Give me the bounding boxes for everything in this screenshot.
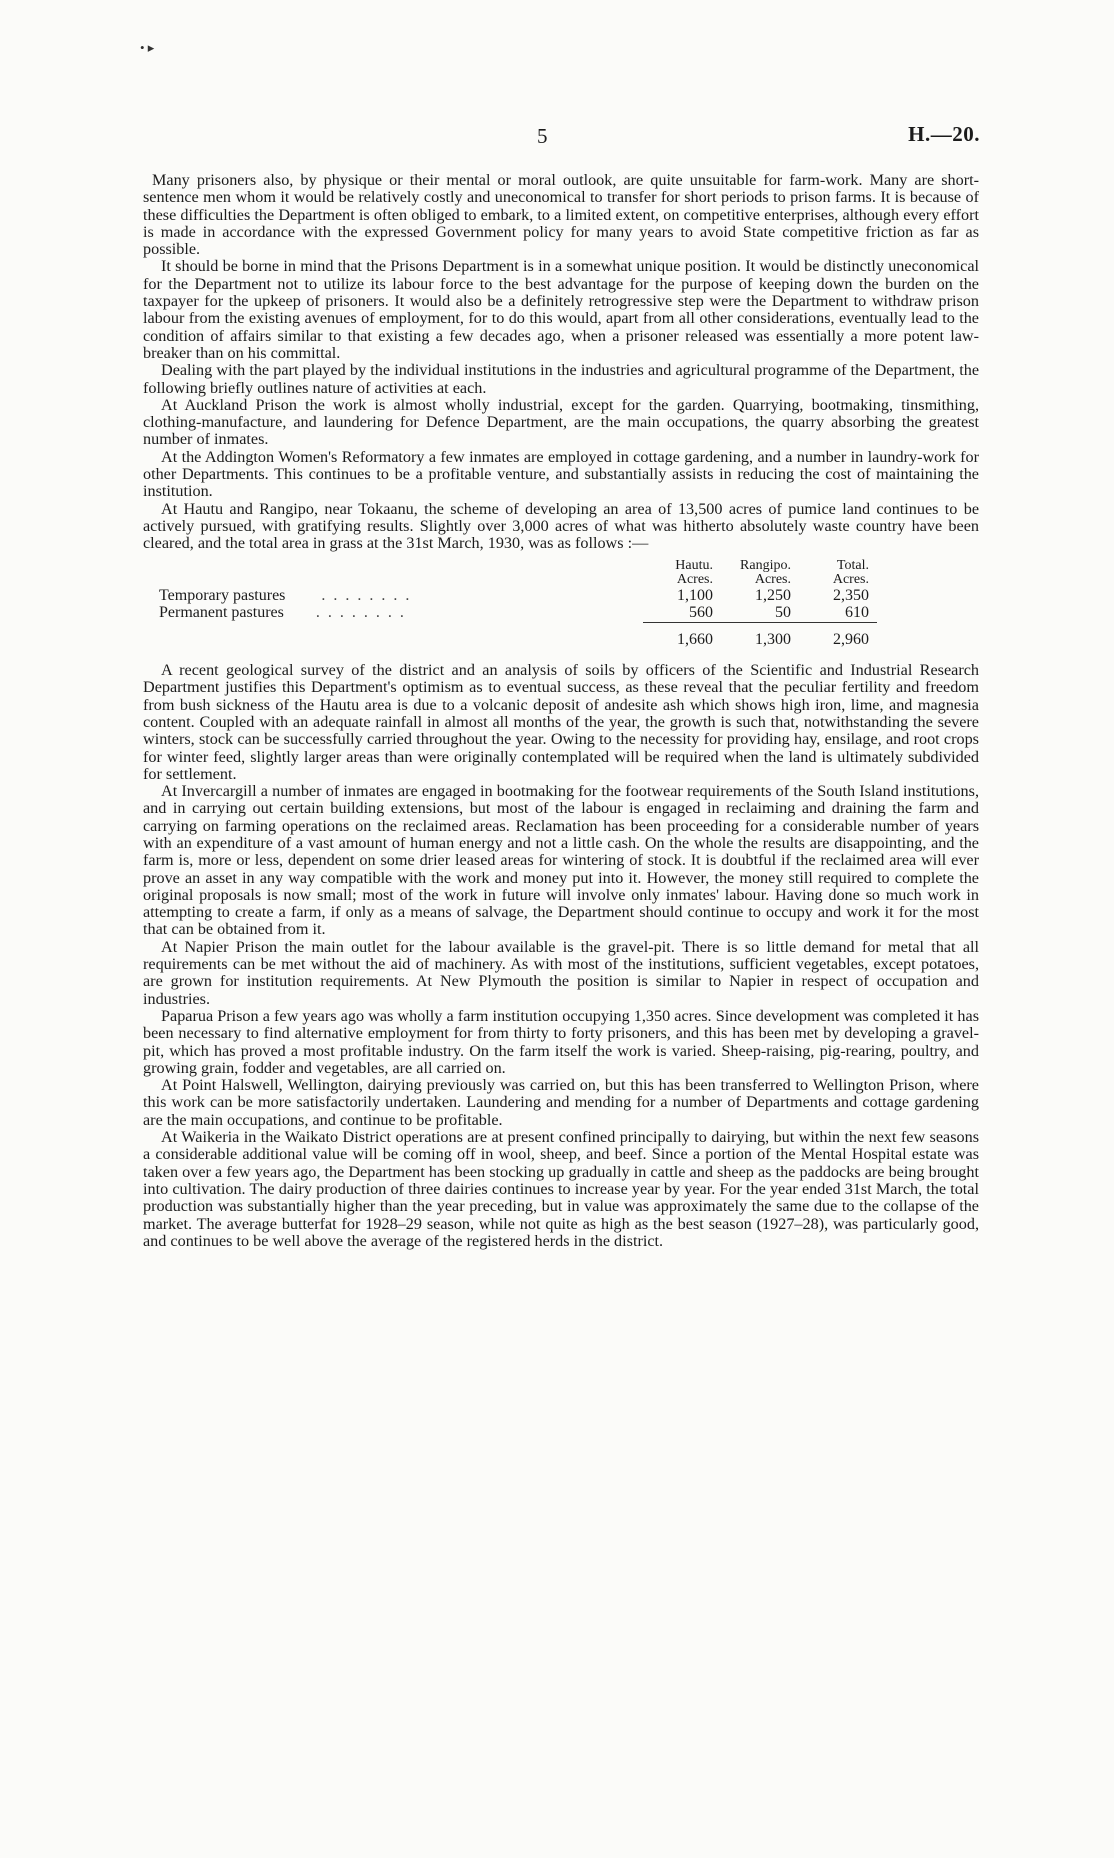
paragraph: At Napier Prison the main outlet for the labour available is the gravel-pit. There is so little demand for metal that all requirements can be met without the aid of machinery. As with most of the institutions, sufficient vegetables, except potatoes, are grown for institution requirements. At New Plymouth the position is similar to Napier in respect of occupation and industries. [143, 937, 979, 1008]
table-row [159, 587, 877, 605]
paragraph: At Auckland Prison the work is almost wholly industrial, except for the garden. Quarrying, bootmaking, tinsmithing, clothing-manufacture, and laundering for Defence Department, are the main occupations, the quarry absorbing the greatest number of inmates. [143, 395, 979, 449]
table-cell: 560 [689, 604, 713, 622]
table-header-row [159, 559, 877, 573]
table-row [159, 604, 877, 622]
scan-mark: • ▸ [140, 40, 155, 55]
column-header-hautu: Hautu. [675, 557, 713, 573]
column-unit: Acres. [754, 571, 791, 587]
dot-leader: . . . . . . . . [315, 604, 406, 622]
paragraph: At Invercargill a number of inmates are engaged in bootmaking for the footwear requirements of the South Island institutions, and in carrying out certain building extensions, but most of the labour is engaged in reclaiming and draining the farm and carrying on farming operations on the reclaimed areas. Reclamation has been proceeding for a considerable number of years with an expenditure of a vast amount of human energy and not a little cash. On the whole the results are disappointing, and the farm is, more or less, dependent on some drier leased areas for wintering of stock. It is doubtful if the reclaimed area will ever prove an asset in any way compatible with the work and money put into it. However, the money still required to complete the original proposals is now small; most of the work in future will involve only inmates' labour. Having done so much work in attempting to create a farm, if only as a means of salvage, the Department should continue to occupy and work it for the most that can be obtained from it. [143, 782, 979, 939]
table-cell: 610 [845, 604, 869, 622]
pasture-area-table [159, 559, 877, 649]
body-text [143, 172, 979, 1250]
total-cell: 1,660 [643, 622, 721, 648]
paragraph: It should be borne in mind that the Prisons Department is in a somewhat unique position. It would be distinctly uneconomical for the Department not to utilize its labour force to the best advantage for the purpose of keeping down the burden on the taxpayer for the upkeep of prisoners. It would also be a definitely retrogressive step were the Department to withdraw prison labour from the existing avenues of employment, for to do this would, apart from all other considerations, eventually lead to the condition of affairs similar to that existing a few decades ago, when a prisoner released was essentially a more potent law-breaker than on his committal. [143, 257, 979, 362]
column-unit: Acres. [676, 571, 713, 587]
row-label: Temporary pastures [159, 586, 286, 604]
table-total-row [159, 622, 877, 648]
table-cell: 1,100 [677, 586, 713, 604]
paragraph: At Hautu and Rangipo, near Tokaanu, the scheme of developing an area of 13,500 acres of pumice land continues to be actively pursued, with gratifying results. Slightly over 3,000 acres of what was hitherto absolutely waste country have been cleared, and the total area in grass at the 31st March, 1930, was as follows :— [143, 499, 979, 553]
dot-leader: . . . . . . . . [321, 586, 412, 604]
total-cell: 1,300 [721, 622, 799, 648]
paragraph: At the Addington Women's Reformatory a few inmates are employed in cottage gardening, and a number in laundry-work for other Departments. This continues to be a profitable venture, and substantially assists in reducing the cost of maintaining the institution. [143, 447, 979, 501]
column-unit: Acres. [832, 571, 869, 587]
table-unit-row [159, 573, 877, 587]
column-header-total: Total. [836, 557, 869, 573]
page-number: 5 [537, 124, 548, 148]
table-cell: 50 [775, 604, 791, 622]
table-cell: 2,350 [833, 586, 869, 604]
paragraph: At Point Halswell, Wellington, dairying previously was carried on, but this has been transferred to Wellington Prison, where this work can be more satisfactorily undertaken. Laundering and mending for a number of Departments and cottage gardening are the main occupations, and continue to be profitable. [143, 1076, 979, 1129]
total-cell: 2,960 [799, 622, 877, 648]
paragraph: Dealing with the part played by the individual institutions in the industries and agricultural programme of the Department, the following briefly outlines nature of activities at each. [143, 361, 979, 397]
document-code: H.—20. [908, 122, 980, 146]
paragraph: Paparua Prison a few years ago was wholly a farm institution occupying 1,350 acres. Since development was completed it has been necessary to find alternative employment for from thirty to forty prisoners, and this has been met by developing a gravel-pit, which has proved a most profitable industry. On the farm itself the work is varied. Sheep-raising, pig-rearing, poultry, and growing grain, fodder and vegetables, are all carried on. [143, 1006, 979, 1077]
paragraph: Many prisoners also, by physique or their mental or moral outlook, are quite unsuitable for farm-work. Many are short-sentence men whom it would be relatively costly and uneconomical to transfer for short periods to prison farms. It is because of these difficulties the Department is often obliged to embark, to a limited extent, on competitive enterprises, although every effort is made in accordance with the expressed Government policy for many years to avoid State competitive friction as far as possible. [143, 171, 979, 259]
table-cell: 1,250 [755, 586, 791, 604]
paragraph: At Waikeria in the Waikato District operations are at present confined principally to dairying, but within the next few seasons a considerable additional value will be coming off in wool, sheep, and beef. Since a portion of the Mental Hospital estate was taken over a few years ago, the Department has been stocking up gradually in cattle and sheep as the paddocks are being brought into cultivation. The dairy production of three dairies continues to increase year by year. For the year ended 31st March, the total production was substantially higher than the year preceding, but in value was approximately the same due to the collapse of the market. The average butterfat for 1928–29 season, while not quite as high as the best season (1927–28), was particularly good, and continues to be well above the average of the registered herds in the district. [143, 1128, 979, 1250]
column-header-rangipo: Rangipo. [740, 557, 791, 573]
paragraph: A recent geological survey of the district and an analysis of soils by officers of the Scientific and Industrial Research Department justifies this Department's optimism as to eventual success, as these reveal that the peculiar fertility and freedom from bush sickness of the Hautu area is due to a volcanic deposit of andesite ash which shows high iron, lime, and magnesia content. Coupled with an adequate rainfall in almost all months of the year, the growth is such that, notwithstanding the severe winters, stock can be successfully carried throughout the year. Owing to the necessity for providing hay, ensilage, and root crops for winter feed, slightly larger areas than were originally contemplated will be required when the land is ultimately subdivided for settlement. [143, 661, 979, 783]
row-label: Permanent pastures [159, 604, 284, 622]
